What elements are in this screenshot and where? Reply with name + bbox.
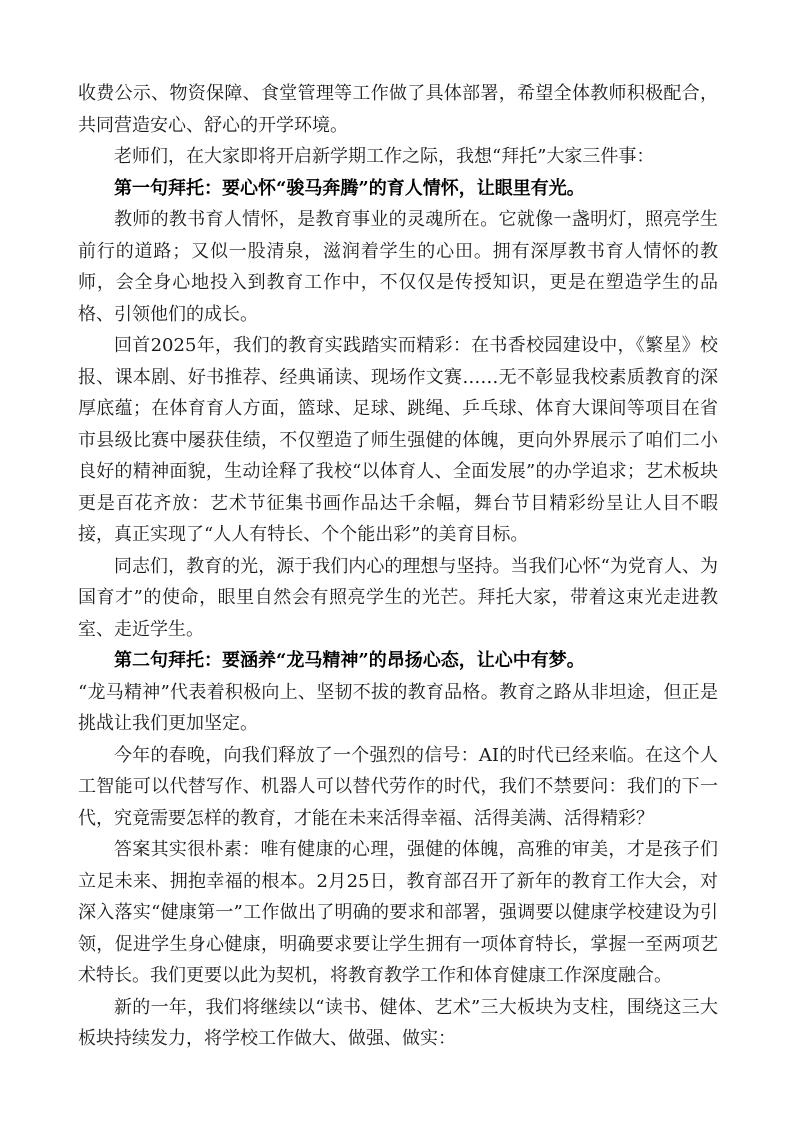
paragraph-2025-review: 回首2025年，我们的教育实践踏实而精彩：在书香校园建设中，《繁星》校报、课本剧、好书推荐、经典诵读、现场作文赛……无不彰显我校素质教育的深厚底蕴；在体育育人方面，篮球、足球、跳绳、乒乓球、体育大课间等项目在省市县级比赛中屡获佳绩，不仅塑造了师生强健的体魄，更向外界展示了咱们二小良好的精神面貌，生动诠释了我校“以体育人、全面发展”的办学追求；艺术板块更是百花齐放：艺术节征集书画作品达千余幅，舞台节目精彩纷呈让人目不暇接，真正实现了“人人有特长、个个能出彩”的美育目标。: [78, 335, 718, 545]
section-heading-second-request: 第二句拜托：要涵养“龙马精神”的昂扬心态，让心中有梦。: [114, 650, 585, 671]
paragraph-teacher-passion: 教师的教书育人情怀，是教育事业的灵魂所在。它就像一盏明灯，照亮学生前行的道路；又似一股清泉，滋润着学生的心田。拥有深厚教书育人情怀的教师，会全身心地投入到教育工作中，不仅仅是传授知识，更是在塑造学生的品格、引领他们的成长。: [78, 209, 718, 325]
paragraph-health-first: 答案其实很朴素：唯有健康的心理，强健的体魄，高雅的审美，才是孩子们立足未来、拥抱幸福的根本。2月25日，教育部召开了新年的教育工作大会，对深入落实“健康第一”工作做出了明确的要求和部署，强调要以健康学校建设为引领，促进学生身心健康，明确要求要让学生拥有一项体育特长，掌握一至两项艺术特长。我们更要以此为契机，将教育教学工作和体育健康工作深度融合。: [78, 839, 718, 986]
document-page: [78, 78, 718, 1055]
paragraph-address: 老师们，在大家即将开启新学期工作之际，我想“拜托”大家三件事：: [114, 146, 655, 167]
paragraph-opening-continuation: 收费公示、物资保障、食堂管理等工作做了具体部署，希望全体教师积极配合，共同营造安心、舒心的开学环境。: [78, 83, 718, 136]
section-heading-first-request: 第一句拜托：要心怀“骏马奔腾”的育人情怀，让眼里有光。: [114, 177, 585, 199]
paragraph-ai-era: 今年的春晚，向我们释放了一个强烈的信号：AI的时代已经来临。在这个人工智能可以代替写作、机器人可以替代劳作的时代，我们不禁要问：我们的下一代，究竟需要怎样的教育，才能在未来活得幸福、活得美满、活得精彩？: [78, 744, 718, 829]
paragraph-light-of-education: 同志们，教育的光，源于我们内心的理想与坚持。当我们心怀“为党育人、为国育才”的使命，眼里自然会有照亮学生的光芒。拜托大家，带着这束光走进教室、走近学生。: [78, 555, 718, 640]
paragraph-new-year-plan: 新的一年，我们将继续以“读书、健体、艺术”三大板块为支柱，围绕这三大板块持续发力，将学校工作做大、做强、做实：: [78, 996, 718, 1049]
paragraph-dragon-horse-spirit: “龙马精神”代表着积极向上、坚韧不拔的教育品格。教育之路从非坦途，但正是挑战让我们更加坚定。: [78, 681, 718, 734]
